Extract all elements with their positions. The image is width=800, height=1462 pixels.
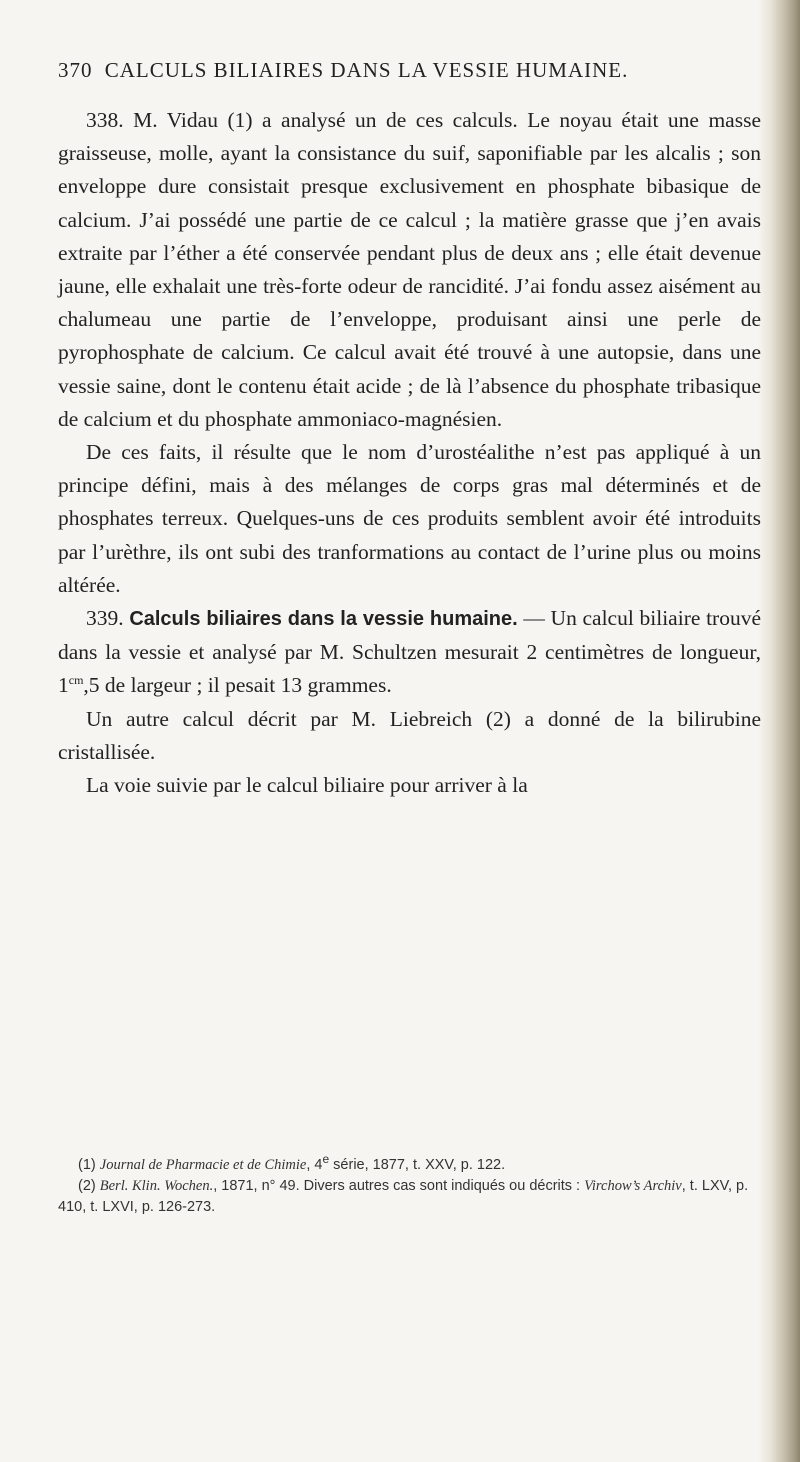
paragraph-liebreich: Un autre calcul décrit par M. Liebreich (2) a donné de la bilirubine cristallisée. <box>58 706 761 764</box>
running-title: CALCULS BILIAIRES DANS LA VESSIE HUMAINE. <box>104 58 629 82</box>
page-number: 370 <box>58 58 93 82</box>
paragraph-338: 338. M. Vidau (1) a analysé un de ces calculs. Le noyau était une masse graisseuse, molle, ayant la consistance du suif, saponifiable par les alcalis ; son enveloppe dure consistait presque exclusivement en phosphate bibasique de calcium. J’ai possédé une partie de ce calcul ; la matière grasse que j’en avais extraite par l’éther a été conservée pendant plus de deux ans ; elle était devenue jaune, elle exhalait une très-forte odeur de rancidité. J’ai fondu assez aisément au chalumeau une partie de l’enveloppe, produisant ainsi une perle de pyrophosphate de calcium. Ce calcul avait été trouvé à une autopsie, dans une vessie saine, dont le contenu était acide ; de là l’absence du phosphate tribasique de calcium et du phosphate ammoniaco-magnésien. <box>58 108 761 431</box>
footnotes <box>58 1152 758 1218</box>
page-binding-shadow <box>758 0 800 1462</box>
body-text <box>58 104 761 802</box>
footnote-2: (2) Berl. Klin. Wochen., 1871, n° 49. Divers autres cas sont indiqués ou décrits : Virchow’s Archiv, t. LXV, p. 410, t. LXVI, p. 126-273. <box>58 1178 749 1215</box>
section-number: 339. <box>86 606 124 631</box>
paragraph-voie: La voie suivie par le calcul biliaire pour arriver à la <box>86 773 528 798</box>
section-heading: Calculs biliaires dans la vessie humaine. <box>129 608 518 631</box>
footnote-1: (1) Journal de Pharmacie et de Chimie, 4e série, 1877, t. XXV, p. 122. <box>78 1152 506 1173</box>
running-header <box>58 58 758 83</box>
paragraph-339: 339. Calculs biliaires dans la vessie humaine. — Un calcul biliaire trouvé dans la vessie et analysé par M. Schultzen mesurait 2 centimètres de longueur, $1^{cm},5$ de largeur ; il pesait 13 grammes. <box>58 606 761 698</box>
paragraph-conclusion: De ces faits, il résulte que le nom d’urostéalithe n’est pas appliqué à un principe défini, mais à des mélanges de corps gras mal déterminés et de phosphates terreux. Quelques-uns de ces produits semblent avoir été introduits par l’urèthre, ils ont subi des tranformations au contact de l’urine plus ou moins altérée. <box>58 440 761 597</box>
